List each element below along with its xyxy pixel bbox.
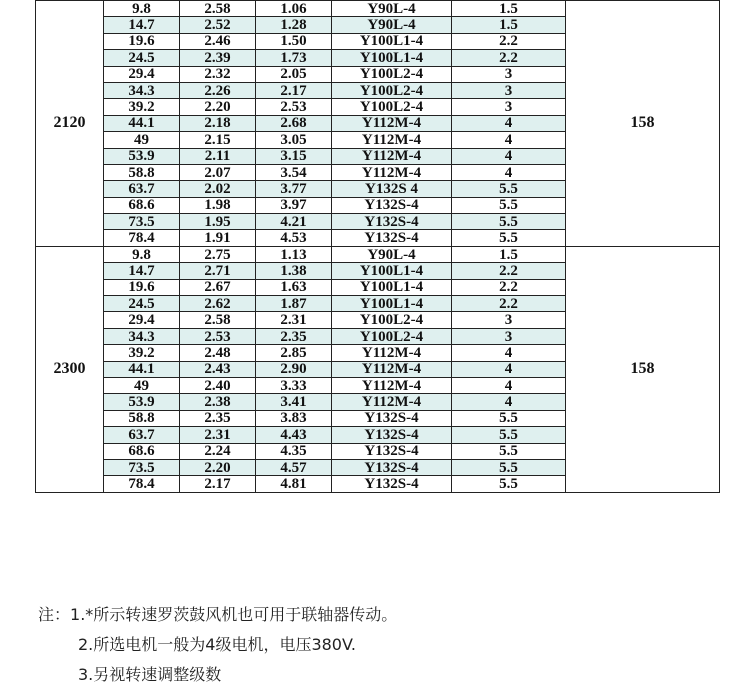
power-cell: 2.05 [256, 66, 332, 82]
note-line-1 [38, 600, 397, 630]
power-cell: 3.83 [256, 410, 332, 426]
flow-cell: 68.6 [104, 443, 180, 459]
rise-cell: 2.15 [180, 132, 256, 148]
motor-model-cell: Y100L1-4 [332, 279, 452, 295]
flow-cell: 14.7 [104, 263, 180, 279]
power-cell: 3.33 [256, 377, 332, 393]
motor-model-cell: Y132S-4 [332, 410, 452, 426]
power-cell: 3.05 [256, 132, 332, 148]
motor-model-cell: Y100L2-4 [332, 66, 452, 82]
motor-model-cell: Y112M-4 [332, 132, 452, 148]
power-cell: 3.15 [256, 148, 332, 164]
rise-cell: 1.95 [180, 214, 256, 230]
power-cell: 4.43 [256, 427, 332, 443]
motor-model-cell: Y132S-4 [332, 230, 452, 246]
rise-cell: 2.17 [180, 476, 256, 492]
flow-cell: 49 [104, 132, 180, 148]
motor-model-cell: Y112M-4 [332, 394, 452, 410]
motor-model-cell: Y132S 4 [332, 181, 452, 197]
motor-power-cell: 4 [452, 148, 566, 164]
flow-cell: 58.8 [104, 410, 180, 426]
motor-model-cell: Y132S-4 [332, 459, 452, 475]
motor-power-cell: 4 [452, 394, 566, 410]
motor-power-cell: 4 [452, 132, 566, 148]
motor-model-cell: Y132S-4 [332, 214, 452, 230]
power-cell: 2.31 [256, 312, 332, 328]
flow-cell: 53.9 [104, 394, 180, 410]
motor-power-cell: 2.2 [452, 279, 566, 295]
speed-group-cell: 2120 [36, 1, 104, 247]
power-cell: 2.68 [256, 115, 332, 131]
motor-model-cell: Y90L-4 [332, 1, 452, 17]
power-cell: 1.06 [256, 1, 332, 17]
motor-power-cell: 5.5 [452, 214, 566, 230]
power-cell: 3.54 [256, 164, 332, 180]
rise-cell: 1.98 [180, 197, 256, 213]
flow-cell: 9.8 [104, 246, 180, 262]
motor-power-cell: 5.5 [452, 181, 566, 197]
motor-model-cell: Y112M-4 [332, 164, 452, 180]
motor-power-cell: 5.5 [452, 443, 566, 459]
motor-power-cell: 4 [452, 377, 566, 393]
flow-cell: 29.4 [104, 66, 180, 82]
flow-cell: 29.4 [104, 312, 180, 328]
motor-model-cell: Y100L1-4 [332, 50, 452, 66]
flow-cell: 34.3 [104, 328, 180, 344]
motor-power-cell: 1.5 [452, 1, 566, 17]
note-text-1: 1.*所示转速罗茨鼓风机也可用于联轴器传动。 [70, 605, 398, 624]
rise-cell: 2.26 [180, 82, 256, 98]
rise-cell: 2.11 [180, 148, 256, 164]
motor-power-cell: 4 [452, 115, 566, 131]
motor-power-cell: 5.5 [452, 410, 566, 426]
table-row [36, 1, 720, 17]
flow-cell: 34.3 [104, 82, 180, 98]
motor-model-cell: Y100L2-4 [332, 312, 452, 328]
flow-cell: 73.5 [104, 459, 180, 475]
flow-cell: 24.5 [104, 296, 180, 312]
rise-cell: 2.71 [180, 263, 256, 279]
rise-cell: 2.31 [180, 427, 256, 443]
motor-power-cell: 5.5 [452, 476, 566, 492]
flow-cell: 53.9 [104, 148, 180, 164]
speed-group-cell: 2300 [36, 246, 104, 492]
note-text-3: 3.另视转速调整级数 [78, 665, 222, 684]
motor-power-cell: 5.5 [452, 427, 566, 443]
motor-power-cell: 3 [452, 99, 566, 115]
notes-section [38, 600, 397, 690]
motor-model-cell: Y132S-4 [332, 476, 452, 492]
power-cell: 1.28 [256, 17, 332, 33]
power-cell: 1.73 [256, 50, 332, 66]
rise-cell: 2.07 [180, 164, 256, 180]
motor-power-cell: 2.2 [452, 263, 566, 279]
flow-cell: 24.5 [104, 50, 180, 66]
motor-power-cell: 1.5 [452, 246, 566, 262]
note-text-2: 2.所选电机一般为4级电机，电压380V. [78, 635, 356, 654]
motor-power-cell: 2.2 [452, 50, 566, 66]
motor-model-cell: Y132S-4 [332, 443, 452, 459]
rise-cell: 2.39 [180, 50, 256, 66]
flow-cell: 44.1 [104, 361, 180, 377]
rise-cell: 2.40 [180, 377, 256, 393]
rise-cell: 2.75 [180, 246, 256, 262]
motor-model-cell: Y100L1-4 [332, 296, 452, 312]
motor-power-cell: 5.5 [452, 197, 566, 213]
motor-model-cell: Y90L-4 [332, 17, 452, 33]
spec-table-body [36, 1, 720, 493]
motor-model-cell: Y112M-4 [332, 361, 452, 377]
pressure-group-cell: 158 [566, 246, 720, 492]
motor-model-cell: Y90L-4 [332, 246, 452, 262]
flow-cell: 9.8 [104, 1, 180, 17]
rise-cell: 1.91 [180, 230, 256, 246]
table-row [36, 246, 720, 262]
motor-model-cell: Y100L1-4 [332, 263, 452, 279]
power-cell: 4.81 [256, 476, 332, 492]
power-cell: 1.63 [256, 279, 332, 295]
power-cell: 4.57 [256, 459, 332, 475]
flow-cell: 39.2 [104, 345, 180, 361]
motor-power-cell: 4 [452, 361, 566, 377]
motor-power-cell: 4 [452, 345, 566, 361]
flow-cell: 14.7 [104, 17, 180, 33]
power-cell: 2.53 [256, 99, 332, 115]
rise-cell: 2.35 [180, 410, 256, 426]
motor-model-cell: Y112M-4 [332, 148, 452, 164]
spec-table-container [35, 0, 719, 493]
rise-cell: 2.24 [180, 443, 256, 459]
motor-power-cell: 4 [452, 164, 566, 180]
power-cell: 2.85 [256, 345, 332, 361]
flow-cell: 73.5 [104, 214, 180, 230]
power-cell: 4.35 [256, 443, 332, 459]
rise-cell: 2.53 [180, 328, 256, 344]
power-cell: 3.41 [256, 394, 332, 410]
motor-power-cell: 5.5 [452, 459, 566, 475]
rise-cell: 2.38 [180, 394, 256, 410]
spec-table [35, 0, 720, 493]
rise-cell: 2.52 [180, 17, 256, 33]
flow-cell: 78.4 [104, 230, 180, 246]
power-cell: 3.77 [256, 181, 332, 197]
flow-cell: 63.7 [104, 427, 180, 443]
power-cell: 4.53 [256, 230, 332, 246]
power-cell: 2.35 [256, 328, 332, 344]
motor-model-cell: Y132S-4 [332, 197, 452, 213]
power-cell: 1.38 [256, 263, 332, 279]
motor-model-cell: Y100L2-4 [332, 328, 452, 344]
power-cell: 1.50 [256, 33, 332, 49]
flow-cell: 39.2 [104, 99, 180, 115]
power-cell: 2.90 [256, 361, 332, 377]
flow-cell: 63.7 [104, 181, 180, 197]
motor-power-cell: 3 [452, 82, 566, 98]
rise-cell: 2.20 [180, 459, 256, 475]
motor-power-cell: 3 [452, 66, 566, 82]
rise-cell: 2.43 [180, 361, 256, 377]
rise-cell: 2.32 [180, 66, 256, 82]
rise-cell: 2.46 [180, 33, 256, 49]
note-line-3 [38, 660, 397, 690]
rise-cell: 2.20 [180, 99, 256, 115]
motor-model-cell: Y112M-4 [332, 377, 452, 393]
motor-model-cell: Y100L2-4 [332, 82, 452, 98]
rise-cell: 2.02 [180, 181, 256, 197]
rise-cell: 2.48 [180, 345, 256, 361]
flow-cell: 44.1 [104, 115, 180, 131]
rise-cell: 2.62 [180, 296, 256, 312]
motor-power-cell: 3 [452, 328, 566, 344]
power-cell: 3.97 [256, 197, 332, 213]
motor-model-cell: Y132S-4 [332, 427, 452, 443]
motor-model-cell: Y100L1-4 [332, 33, 452, 49]
rise-cell: 2.58 [180, 1, 256, 17]
motor-power-cell: 5.5 [452, 230, 566, 246]
rise-cell: 2.58 [180, 312, 256, 328]
flow-cell: 19.6 [104, 33, 180, 49]
notes-prefix: 注： [38, 605, 71, 624]
note-line-2 [38, 630, 397, 660]
motor-power-cell: 2.2 [452, 296, 566, 312]
flow-cell: 78.4 [104, 476, 180, 492]
motor-power-cell: 3 [452, 312, 566, 328]
flow-cell: 19.6 [104, 279, 180, 295]
motor-model-cell: Y112M-4 [332, 115, 452, 131]
flow-cell: 68.6 [104, 197, 180, 213]
motor-power-cell: 2.2 [452, 33, 566, 49]
rise-cell: 2.67 [180, 279, 256, 295]
power-cell: 1.13 [256, 246, 332, 262]
rise-cell: 2.18 [180, 115, 256, 131]
flow-cell: 58.8 [104, 164, 180, 180]
power-cell: 4.21 [256, 214, 332, 230]
flow-cell: 49 [104, 377, 180, 393]
power-cell: 1.87 [256, 296, 332, 312]
motor-model-cell: Y100L2-4 [332, 99, 452, 115]
power-cell: 2.17 [256, 82, 332, 98]
motor-model-cell: Y112M-4 [332, 345, 452, 361]
pressure-group-cell: 158 [566, 1, 720, 247]
motor-power-cell: 1.5 [452, 17, 566, 33]
